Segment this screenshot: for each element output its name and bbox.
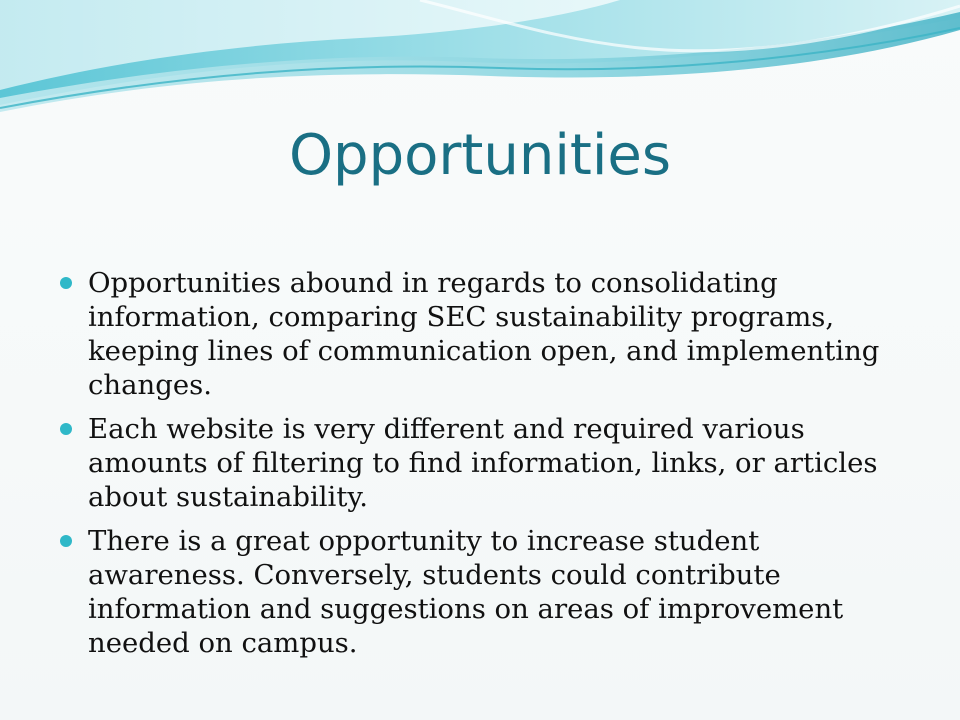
slide-title: Opportunities xyxy=(288,123,672,188)
header-wave-decoration xyxy=(0,0,960,140)
bullet-icon xyxy=(60,423,72,435)
bullet-item xyxy=(60,412,920,514)
bullet-list xyxy=(60,266,920,670)
bullet-text: Opportunities abound in regards to consolidating information, comparing SEC sustainability programs, keeping lines of communication open, and implementing changes. xyxy=(88,267,880,401)
bullet-item xyxy=(60,524,920,660)
bullet-item xyxy=(60,266,920,402)
bullet-icon xyxy=(60,277,72,289)
bullet-text: There is a great opportunity to increase student awareness. Conversely, students could contribute information and suggestions on areas of improvement needed on campus. xyxy=(88,525,844,659)
bullet-icon xyxy=(60,535,72,547)
bullet-text: Each website is very different and required various amounts of filtering to find information, links, or articles about sustainability. xyxy=(88,413,878,513)
